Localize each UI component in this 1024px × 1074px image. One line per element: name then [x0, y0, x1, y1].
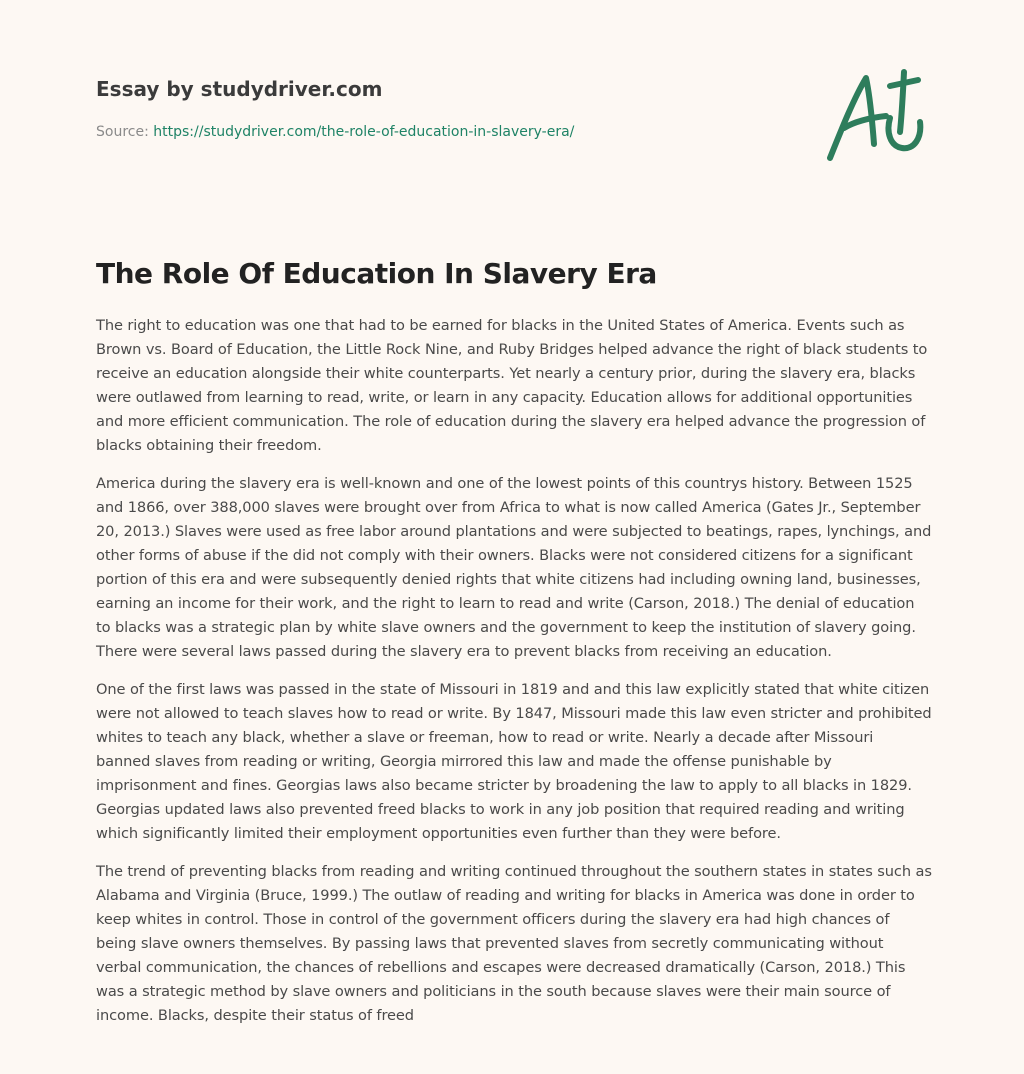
a-plus-logo-icon: [820, 66, 930, 166]
source-line: [96, 122, 796, 142]
essay-paragraph-1: The right to education was one that had to be earned for blacks in the United States of America. Events such as Brown vs. Board of Education, the Little Rock Nine, and Ruby Bridges helped advance the right of black students to receive an education alongside their white counterparts. Yet nearly a century prior, during the slavery era, blacks were outlawed from learning to read, write, or learn in any capacity. Education allows for additional opportunities and more efficient communication. The role of education during the slavery era helped advance the progression of blacks obtaining their freedom.: [96, 317, 928, 454]
essay-title: The Role Of Education In Slavery Era: [96, 257, 657, 290]
source-label: Source:: [96, 124, 154, 140]
essay-paragraph-3: One of the first laws was passed in the state of Missouri in 1819 and and this law explicitly stated that white citizen were not allowed to teach slaves how to read or write. By 1847, Missouri made this law even stricter and prohibited whites to teach any black, whether a slave or freeman, how to read or write. Nearly a decade after Missouri banned slaves from reading or writing, Georgia mirrored this law and made the offense punishable by imprisonment and fines. Georgias laws also became stricter by broadening the law to apply to all blacks in 1829. Georgias updated laws also prevented freed blacks to work in any job position that required reading and writing which significantly limited their employment opportunities even further than they were before.: [96, 681, 932, 842]
essay-paragraph-4: The trend of preventing blacks from reading and writing continued throughout the southern states in states such as Alabama and Virginia (Bruce, 1999.) The outlaw of reading and writing for blacks in America was done in order to keep whites in control. Those in control of the government officers during the slavery era had high chances of being slave owners themselves. By passing laws that prevented slaves from secretly communicating without verbal communication, the chances of rebellions and escapes were decreased dramatically (Carson, 2018.) This was a strategic method by slave owners and politicians in the south because slaves were their main source of income. Blacks, despite their status of freed: [96, 863, 932, 1024]
essay-paragraph-2: America during the slavery era is well-known and one of the lowest points of this countrys history. Between 1525 and 1866, over 388,000 slaves were brought over from Africa to what is now called America (Gates Jr., September 20, 2013.) Slaves were used as free labor around plantations and were subjected to beatings, rapes, lynchings, and other forms of abuse if the did not comply with their owners. Blacks were not considered citizens for a significant portion of this era and were subsequently denied rights that white citizens had including owning land, businesses, earning an income for their work, and the right to learn to read and write (Carson, 2018.) The denial of education to blacks was a strategic plan by white slave owners and the government to keep the institution of slavery going. There were several laws passed during the slavery era to prevent blacks from receiving an education.: [96, 475, 932, 660]
essay-body: [96, 314, 932, 1042]
source-link[interactable]: https://studydriver.com/the-role-of-education-in-slavery-era/: [153, 124, 575, 140]
site-title: Essay by studydriver.com: [96, 77, 383, 101]
header: [96, 74, 796, 142]
